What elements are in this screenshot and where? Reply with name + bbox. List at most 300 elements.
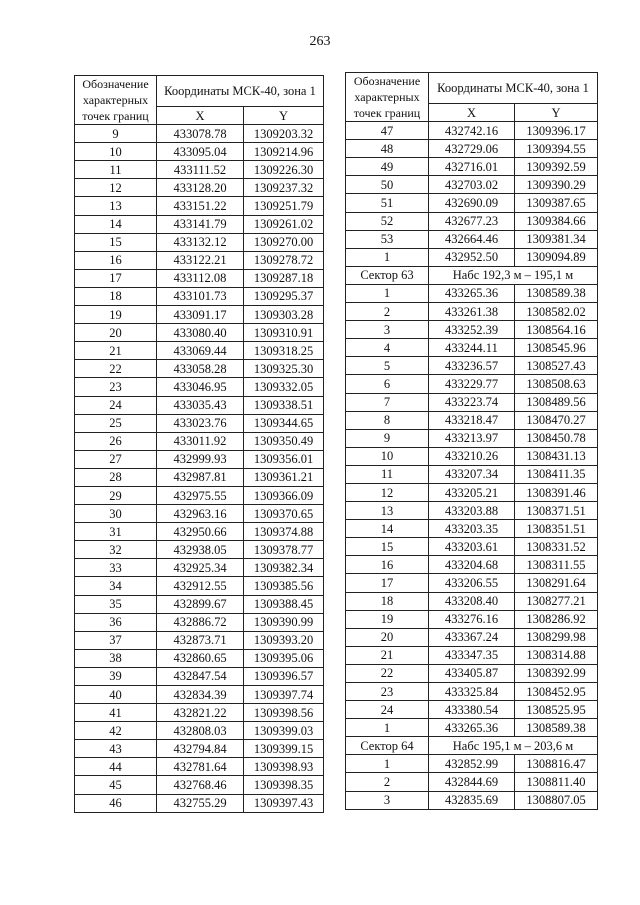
x-coordinate-cell: 432999.93 [157,450,244,468]
table-row [75,360,324,378]
point-number-cell: 26 [75,432,157,450]
y-coordinate-cell: 1308816.47 [515,755,598,773]
table-row [346,248,598,266]
y-coordinate-cell: 1309287.18 [244,269,324,287]
point-number-cell: 25 [75,414,157,432]
x-coordinate-cell: 433210.26 [429,447,515,465]
y-coordinate-cell: 1308291.64 [515,574,598,592]
x-coordinate-cell: 433223.74 [429,393,515,411]
y-coordinate-cell: 1308331.52 [515,538,598,556]
x-coordinate-cell: 432755.29 [157,794,244,812]
x-coordinate-cell: 433265.36 [429,719,515,737]
table-row [75,667,324,685]
x-coordinate-cell: 432768.46 [157,776,244,794]
x-coordinate-cell: 432729.06 [429,140,515,158]
point-number-cell: 46 [75,794,157,812]
x-coordinate-cell: 432844.69 [429,773,515,791]
y-coordinate-cell: 1308450.78 [515,429,598,447]
point-number-cell: 10 [75,143,157,161]
table-row [75,577,324,595]
point-number-cell: 15 [75,233,157,251]
point-number-cell: 21 [75,342,157,360]
point-number-cell: 3 [346,321,429,339]
x-coordinate-cell: 432938.05 [157,541,244,559]
table-row [75,559,324,577]
point-number-cell: 41 [75,704,157,722]
table-row [75,631,324,649]
table-row [75,215,324,233]
x-coordinate-cell: 433203.61 [429,538,515,556]
x-coordinate-cell: 432899.67 [157,595,244,613]
x-coordinate-cell: 433122.21 [157,251,244,269]
header-line: характерных [354,90,420,105]
point-number-cell: 16 [75,251,157,269]
y-coordinate-cell: 1309385.56 [244,577,324,595]
point-number-cell: 3 [346,791,429,809]
x-header: X [157,107,244,125]
y-coordinate-cell: 1309390.29 [515,176,598,194]
point-number-cell: 38 [75,649,157,667]
y-coordinate-cell: 1309356.01 [244,450,324,468]
point-number-cell: 9 [75,125,157,143]
y-coordinate-cell: 1309387.65 [515,194,598,212]
y-coordinate-cell: 1308314.88 [515,646,598,664]
x-coordinate-cell: 433011.92 [157,432,244,450]
y-coordinate-cell: 1308431.13 [515,447,598,465]
table-row [75,324,324,342]
x-coordinate-cell: 433204.68 [429,556,515,574]
sector-row [346,737,598,755]
table-row [346,230,598,248]
table-row [75,505,324,523]
y-coordinate-cell: 1309295.37 [244,287,324,305]
point-number-cell: 11 [346,465,429,483]
x-coordinate-cell: 433080.40 [157,324,244,342]
table-row [75,686,324,704]
table-row [75,704,324,722]
point-number-cell: 17 [346,574,429,592]
y-coordinate-cell: 1308811.40 [515,773,598,791]
table-row [346,140,598,158]
point-number-cell: 10 [346,447,429,465]
y-coordinate-cell: 1309278.72 [244,251,324,269]
y-coordinate-cell: 1309398.93 [244,758,324,776]
x-coordinate-cell: 432873.71 [157,631,244,649]
point-label-header [75,76,157,125]
header-line: Обозначение [82,77,149,92]
point-number-cell: 48 [346,140,429,158]
table-row [75,523,324,541]
point-number-cell: 2 [346,773,429,791]
table-row [75,740,324,758]
point-number-cell: 17 [75,269,157,287]
table-row [75,161,324,179]
y-coordinate-cell: 1309398.35 [244,776,324,794]
y-coordinate-cell: 1309397.74 [244,686,324,704]
y-coordinate-cell: 1308351.51 [515,520,598,538]
y-coordinate-cell: 1308299.98 [515,628,598,646]
sector-elevation-range: Набс 192,3 м – 195,1 м [429,266,598,284]
table-row [346,375,598,393]
header-row [346,73,598,104]
x-coordinate-cell: 432690.09 [429,194,515,212]
x-coordinate-cell: 433101.73 [157,287,244,305]
x-coordinate-cell: 433091.17 [157,306,244,324]
y-coordinate-cell: 1308489.56 [515,393,598,411]
x-coordinate-cell: 433261.38 [429,303,515,321]
point-number-cell: 22 [346,664,429,682]
point-number-cell: 47 [346,122,429,140]
table-row [346,538,598,556]
table-row [346,719,598,737]
point-number-cell: 18 [346,592,429,610]
y-coordinate-cell: 1308508.63 [515,375,598,393]
x-coordinate-cell: 433046.95 [157,378,244,396]
point-number-cell: 13 [75,197,157,215]
point-number-cell: 20 [346,628,429,646]
x-coordinate-cell: 433069.44 [157,342,244,360]
point-number-cell: 11 [75,161,157,179]
x-header: X [429,104,515,122]
table-row [346,284,598,302]
point-number-cell: 51 [346,194,429,212]
x-coordinate-cell: 432742.16 [429,122,515,140]
table-row [346,194,598,212]
table-row [346,556,598,574]
x-coordinate-cell: 432950.66 [157,523,244,541]
y-coordinate-cell: 1308807.05 [515,791,598,809]
point-number-cell: 15 [346,538,429,556]
table-row [75,143,324,161]
table-row [346,574,598,592]
x-coordinate-cell: 433132.12 [157,233,244,251]
y-coordinate-cell: 1308391.46 [515,483,598,501]
table-row [346,465,598,483]
table-row [75,378,324,396]
x-coordinate-cell: 433078.78 [157,125,244,143]
x-coordinate-cell: 432952.50 [429,248,515,266]
table-row [346,357,598,375]
y-coordinate-cell: 1309384.66 [515,212,598,230]
table-row [346,321,598,339]
table-row [346,339,598,357]
table-row [75,486,324,504]
x-coordinate-cell: 432847.54 [157,667,244,685]
x-coordinate-cell: 433203.35 [429,520,515,538]
table-row [75,450,324,468]
table-row [346,411,598,429]
table-row [75,414,324,432]
y-coordinate-cell: 1309310.91 [244,324,324,342]
point-number-cell: 45 [75,776,157,794]
x-coordinate-cell: 433218.47 [429,411,515,429]
x-coordinate-cell: 433141.79 [157,215,244,233]
y-coordinate-cell: 1309361.21 [244,468,324,486]
table-row [75,269,324,287]
x-coordinate-cell: 432912.55 [157,577,244,595]
x-coordinate-cell: 432987.81 [157,468,244,486]
point-number-cell: 1 [346,248,429,266]
y-coordinate-cell: 1309251.79 [244,197,324,215]
x-coordinate-cell: 433347.35 [429,646,515,664]
x-coordinate-cell: 433207.34 [429,465,515,483]
y-coordinate-cell: 1309399.03 [244,722,324,740]
point-number-cell: 44 [75,758,157,776]
y-coordinate-cell: 1309374.88 [244,523,324,541]
point-number-cell: 22 [75,360,157,378]
x-coordinate-cell: 432852.99 [429,755,515,773]
y-coordinate-cell: 1308564.16 [515,321,598,339]
header-row [75,76,324,107]
point-number-cell: 2 [346,303,429,321]
table-row [75,468,324,486]
point-number-cell: 7 [346,393,429,411]
table-row [346,755,598,773]
table-row [75,432,324,450]
y-coordinate-cell: 1309366.09 [244,486,324,504]
y-header: Y [244,107,324,125]
y-header: Y [515,104,598,122]
point-number-cell: 42 [75,722,157,740]
x-coordinate-cell: 432860.65 [157,649,244,667]
point-number-cell: 34 [75,577,157,595]
x-coordinate-cell: 432834.39 [157,686,244,704]
x-coordinate-cell: 432781.64 [157,758,244,776]
y-coordinate-cell: 1308525.95 [515,701,598,719]
y-coordinate-cell: 1309388.45 [244,595,324,613]
x-coordinate-cell: 433213.97 [429,429,515,447]
header-line: точек границ [353,106,421,121]
y-coordinate-cell: 1309396.57 [244,667,324,685]
x-coordinate-cell: 433111.52 [157,161,244,179]
point-number-cell: 13 [346,502,429,520]
point-number-cell: 35 [75,595,157,613]
y-coordinate-cell: 1308470.27 [515,411,598,429]
table-row [75,342,324,360]
x-coordinate-cell: 433206.55 [429,574,515,592]
y-coordinate-cell: 1309261.02 [244,215,324,233]
y-coordinate-cell: 1308277.21 [515,592,598,610]
x-coordinate-cell: 433252.39 [429,321,515,339]
x-coordinate-cell: 432835.69 [429,791,515,809]
point-number-cell: 1 [346,719,429,737]
y-coordinate-cell: 1309392.59 [515,158,598,176]
x-coordinate-cell: 432703.02 [429,176,515,194]
sector-name: Сектор 64 [346,737,429,755]
x-coordinate-cell: 433205.21 [429,483,515,501]
y-coordinate-cell: 1309338.51 [244,396,324,414]
x-coordinate-cell: 433128.20 [157,179,244,197]
point-number-cell: 16 [346,556,429,574]
x-coordinate-cell: 433276.16 [429,610,515,628]
table-row [346,483,598,501]
y-coordinate-cell: 1309318.25 [244,342,324,360]
y-coordinate-cell: 1308582.02 [515,303,598,321]
y-coordinate-cell: 1309094.89 [515,248,598,266]
y-coordinate-cell: 1309390.99 [244,613,324,631]
y-coordinate-cell: 1309344.65 [244,414,324,432]
sector-elevation-range: Набс 195,1 м – 203,6 м [429,737,598,755]
table-row [75,595,324,613]
table-row [346,701,598,719]
x-coordinate-cell: 432963.16 [157,505,244,523]
y-coordinate-cell: 1309270.00 [244,233,324,251]
y-coordinate-cell: 1309395.06 [244,649,324,667]
y-coordinate-cell: 1309214.96 [244,143,324,161]
table-row [346,592,598,610]
table-row [346,628,598,646]
y-coordinate-cell: 1308286.92 [515,610,598,628]
point-number-cell: 28 [75,468,157,486]
y-coordinate-cell: 1308589.38 [515,719,598,737]
table-row [75,758,324,776]
point-number-cell: 31 [75,523,157,541]
x-coordinate-cell: 432794.84 [157,740,244,758]
table-row [75,722,324,740]
table-row [346,646,598,664]
y-coordinate-cell: 1308545.96 [515,339,598,357]
table-row [346,520,598,538]
point-number-cell: 5 [346,357,429,375]
point-number-cell: 23 [346,683,429,701]
coords-title-header: Координаты МСК-40, зона 1 [157,76,324,107]
table-row [346,610,598,628]
y-coordinate-cell: 1309396.17 [515,122,598,140]
x-coordinate-cell: 433244.11 [429,339,515,357]
coords-title-header: Координаты МСК-40, зона 1 [429,73,598,104]
table-row [75,233,324,251]
x-coordinate-cell: 433236.57 [429,357,515,375]
y-coordinate-cell: 1308452.95 [515,683,598,701]
y-coordinate-cell: 1309381.34 [515,230,598,248]
table-row [346,158,598,176]
y-coordinate-cell: 1309378.77 [244,541,324,559]
point-label-header [346,73,429,122]
table-row [346,212,598,230]
table-row [75,179,324,197]
x-coordinate-cell: 433112.08 [157,269,244,287]
point-number-cell: 53 [346,230,429,248]
y-coordinate-cell: 1309303.28 [244,306,324,324]
point-number-cell: 30 [75,505,157,523]
point-number-cell: 23 [75,378,157,396]
y-coordinate-cell: 1309398.56 [244,704,324,722]
point-number-cell: 12 [75,179,157,197]
x-coordinate-cell: 432716.01 [429,158,515,176]
y-coordinate-cell: 1308411.35 [515,465,598,483]
x-coordinate-cell: 432925.34 [157,559,244,577]
table-row [346,429,598,447]
page-number: 263 [309,34,331,49]
y-coordinate-cell: 1308589.38 [515,284,598,302]
table-row [346,773,598,791]
point-number-cell: 4 [346,339,429,357]
x-coordinate-cell: 433035.43 [157,396,244,414]
point-number-cell: 6 [346,375,429,393]
point-number-cell: 33 [75,559,157,577]
point-number-cell: 32 [75,541,157,559]
y-coordinate-cell: 1309325.30 [244,360,324,378]
table-row [75,396,324,414]
table-row [346,447,598,465]
point-number-cell: 24 [75,396,157,414]
point-number-cell: 37 [75,631,157,649]
point-number-cell: 39 [75,667,157,685]
table-row [346,176,598,194]
x-coordinate-cell: 433380.54 [429,701,515,719]
table-row [75,251,324,269]
point-number-cell: 52 [346,212,429,230]
point-number-cell: 1 [346,755,429,773]
x-coordinate-cell: 433058.28 [157,360,244,378]
y-coordinate-cell: 1309350.49 [244,432,324,450]
y-coordinate-cell: 1309394.55 [515,140,598,158]
table-row [346,502,598,520]
x-coordinate-cell: 433405.87 [429,664,515,682]
table-row [346,393,598,411]
x-coordinate-cell: 432975.55 [157,486,244,504]
y-coordinate-cell: 1309237.32 [244,179,324,197]
table-row [346,122,598,140]
x-coordinate-cell: 433023.76 [157,414,244,432]
point-number-cell: 49 [346,158,429,176]
point-number-cell: 14 [75,215,157,233]
point-number-cell: 19 [75,306,157,324]
header-line: точек границ [82,109,149,124]
point-number-cell: 20 [75,324,157,342]
point-number-cell: 50 [346,176,429,194]
x-coordinate-cell: 433265.36 [429,284,515,302]
coordinates-table-left [74,75,324,813]
point-number-cell: 12 [346,483,429,501]
y-coordinate-cell: 1309226.30 [244,161,324,179]
x-coordinate-cell: 432886.72 [157,613,244,631]
table-row [75,649,324,667]
x-coordinate-cell: 433151.22 [157,197,244,215]
table-row [346,303,598,321]
point-number-cell: 9 [346,429,429,447]
table-row [346,683,598,701]
y-coordinate-cell: 1309203.32 [244,125,324,143]
point-number-cell: 24 [346,701,429,719]
x-coordinate-cell: 433229.77 [429,375,515,393]
point-number-cell: 40 [75,686,157,704]
y-coordinate-cell: 1309393.20 [244,631,324,649]
sector-row [346,266,598,284]
y-coordinate-cell: 1309370.65 [244,505,324,523]
y-coordinate-cell: 1308527.43 [515,357,598,375]
y-coordinate-cell: 1309399.15 [244,740,324,758]
y-coordinate-cell: 1308311.55 [515,556,598,574]
x-coordinate-cell: 433325.84 [429,683,515,701]
x-coordinate-cell: 432677.23 [429,212,515,230]
header-line: Обозначение [353,74,421,89]
sector-name: Сектор 63 [346,266,429,284]
point-number-cell: 8 [346,411,429,429]
table-row [75,306,324,324]
coordinates-table-right [345,72,598,810]
x-coordinate-cell: 433208.40 [429,592,515,610]
point-number-cell: 36 [75,613,157,631]
x-coordinate-cell: 433203.88 [429,502,515,520]
y-coordinate-cell: 1309332.05 [244,378,324,396]
table-row [75,613,324,631]
table-row [75,541,324,559]
y-coordinate-cell: 1309382.34 [244,559,324,577]
y-coordinate-cell: 1308392.99 [515,664,598,682]
point-number-cell: 19 [346,610,429,628]
x-coordinate-cell: 432821.22 [157,704,244,722]
